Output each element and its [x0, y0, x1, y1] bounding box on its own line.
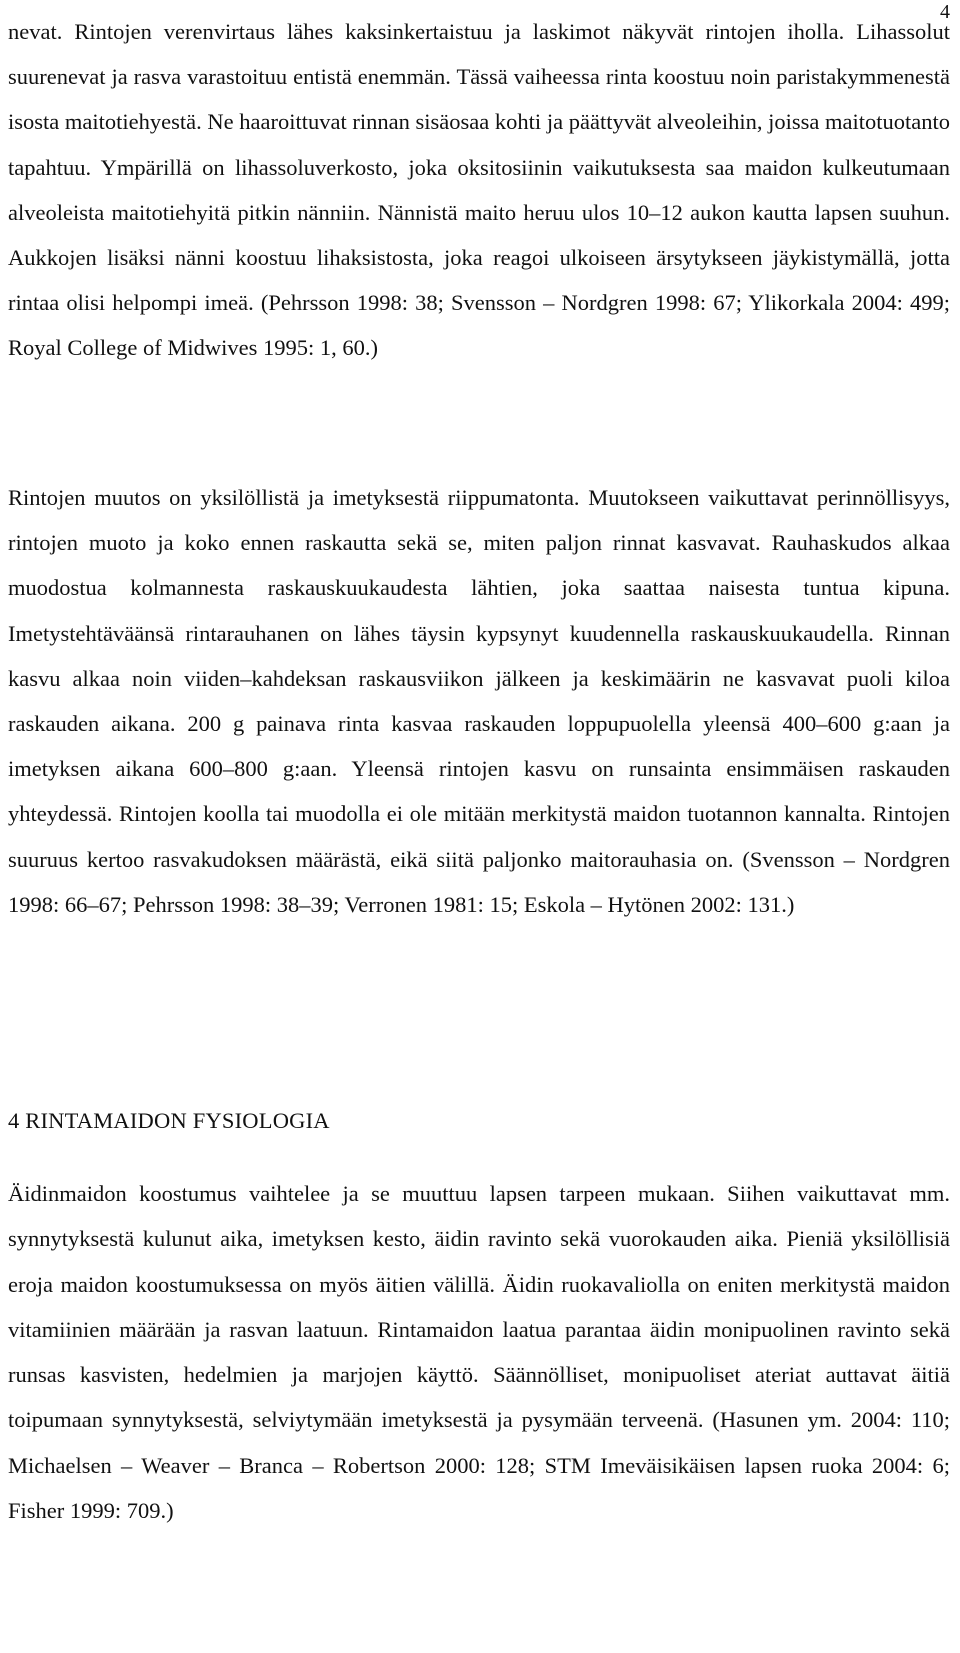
- section-heading: 4 RINTAMAIDON FYSIOLOGIA: [8, 1108, 330, 1133]
- section-paragraph: Äidinmaidon koostumus vaihtelee ja se muuttuu lapsen tarpeen mukaan. Siihen vaikuttavat mm. synnytyksestä kulunut aika, imetyksen kesto, äidin ravinto sekä vuorokauden aika. Pieniä yksilöllisiä eroja maidon koostumuksessa on myös äitien välillä. Äidin ruokavaliolla on eniten merkitystä maidon vitamiinien määrään ja rasvan laatuun. Rintamaidon laatua parantaa äidin monipuolinen ravinto sekä runsas kasvisten, hedelmien ja marjojen käyttö. Säännölliset, monipuoliset ateriat auttavat äitiä toipumaan synnytyksestä, selviytymään imetyksestä ja pysymään terveenä. (Hasunen ym. 2004: 110; Michaelsen – Weaver – Branca – Robertson 2000: 128; STM Imeväisikäisen lapsen ruoka 2004: 6; Fisher 1999: 709.): [8, 1181, 950, 1524]
- body-paragraph-1: nevat. Rintojen verenvirtaus lähes kaksinkertaistuu ja laskimot näkyvät rintojen iholla. Lihassolut suurenevat ja rasva varastoituu entistä enemmän. Tässä vaiheessa rinta koostuu noin paristakymmenestä isosta maitotiehyestä. Ne haaroittuvat rinnan sisäosaa kohti ja päättyvät alveoleihin, joissa maitotuotanto tapahtuu. Ympärillä on lihassoluverkosto, joka oksitosiinin vaikutuksesta saa maidon kulkeutumaan alveoleista maitotiehyitä pitkin nänniin. Nännistä maito heruu ulos 10–12 aukon kautta lapsen suuhun. Aukkojen lisäksi nänni koostuu lihaksistosta, joka reagoi ulkoiseen ärsytykseen jäykistymällä, jotta rintaa olisi helpompi imeä. (Pehrsson 1998: 38; Svensson – Nordgren 1998: 67; Ylikorkala 2004: 499; Royal College of Midwives 1995: 1, 60.): [8, 19, 950, 361]
- body-paragraph-2: Rintojen muutos on yksilöllistä ja imetyksestä riippumatonta. Muutokseen vaikuttavat perinnöllisyys, rintojen muoto ja koko ennen raskautta sekä se, miten paljon rinnat kasvavat. Rauhaskudos alkaa muodostua kolmannesta raskauskuukaudesta lähtien, joka saattaa naisesta tuntua kipuna. Imetystehtäväänsä rintarauhanen on lähes täysin kypsynyt kuudennella raskauskuukaudella. Rinnan kasvu alkaa noin viiden–kahdeksan raskausviikon jälkeen ja keskimäärin ne kasvavat puoli kiloa raskauden aikana. 200 g painava rinta kasvaa raskauden loppupuolella yleensä 400–600 g:aan ja imetyksen aikana 600–800 g:aan. Yleensä rintojen kasvu on runsainta ensimmäisen raskauden yhteydessä. Rintojen koolla tai muodolla ei ole mitään merkitystä maidon tuotannon kannalta. Rintojen suuruus kertoo rasvakudoksen määrästä, eikä siitä paljonko maitorauhasia on. (Svensson – Nordgren 1998: 66–67; Pehrsson 1998: 38–39; Verronen 1981: 15; Eskola – Hytönen 2002: 131.): [8, 485, 950, 917]
- page-number: 4: [940, 1, 950, 23]
